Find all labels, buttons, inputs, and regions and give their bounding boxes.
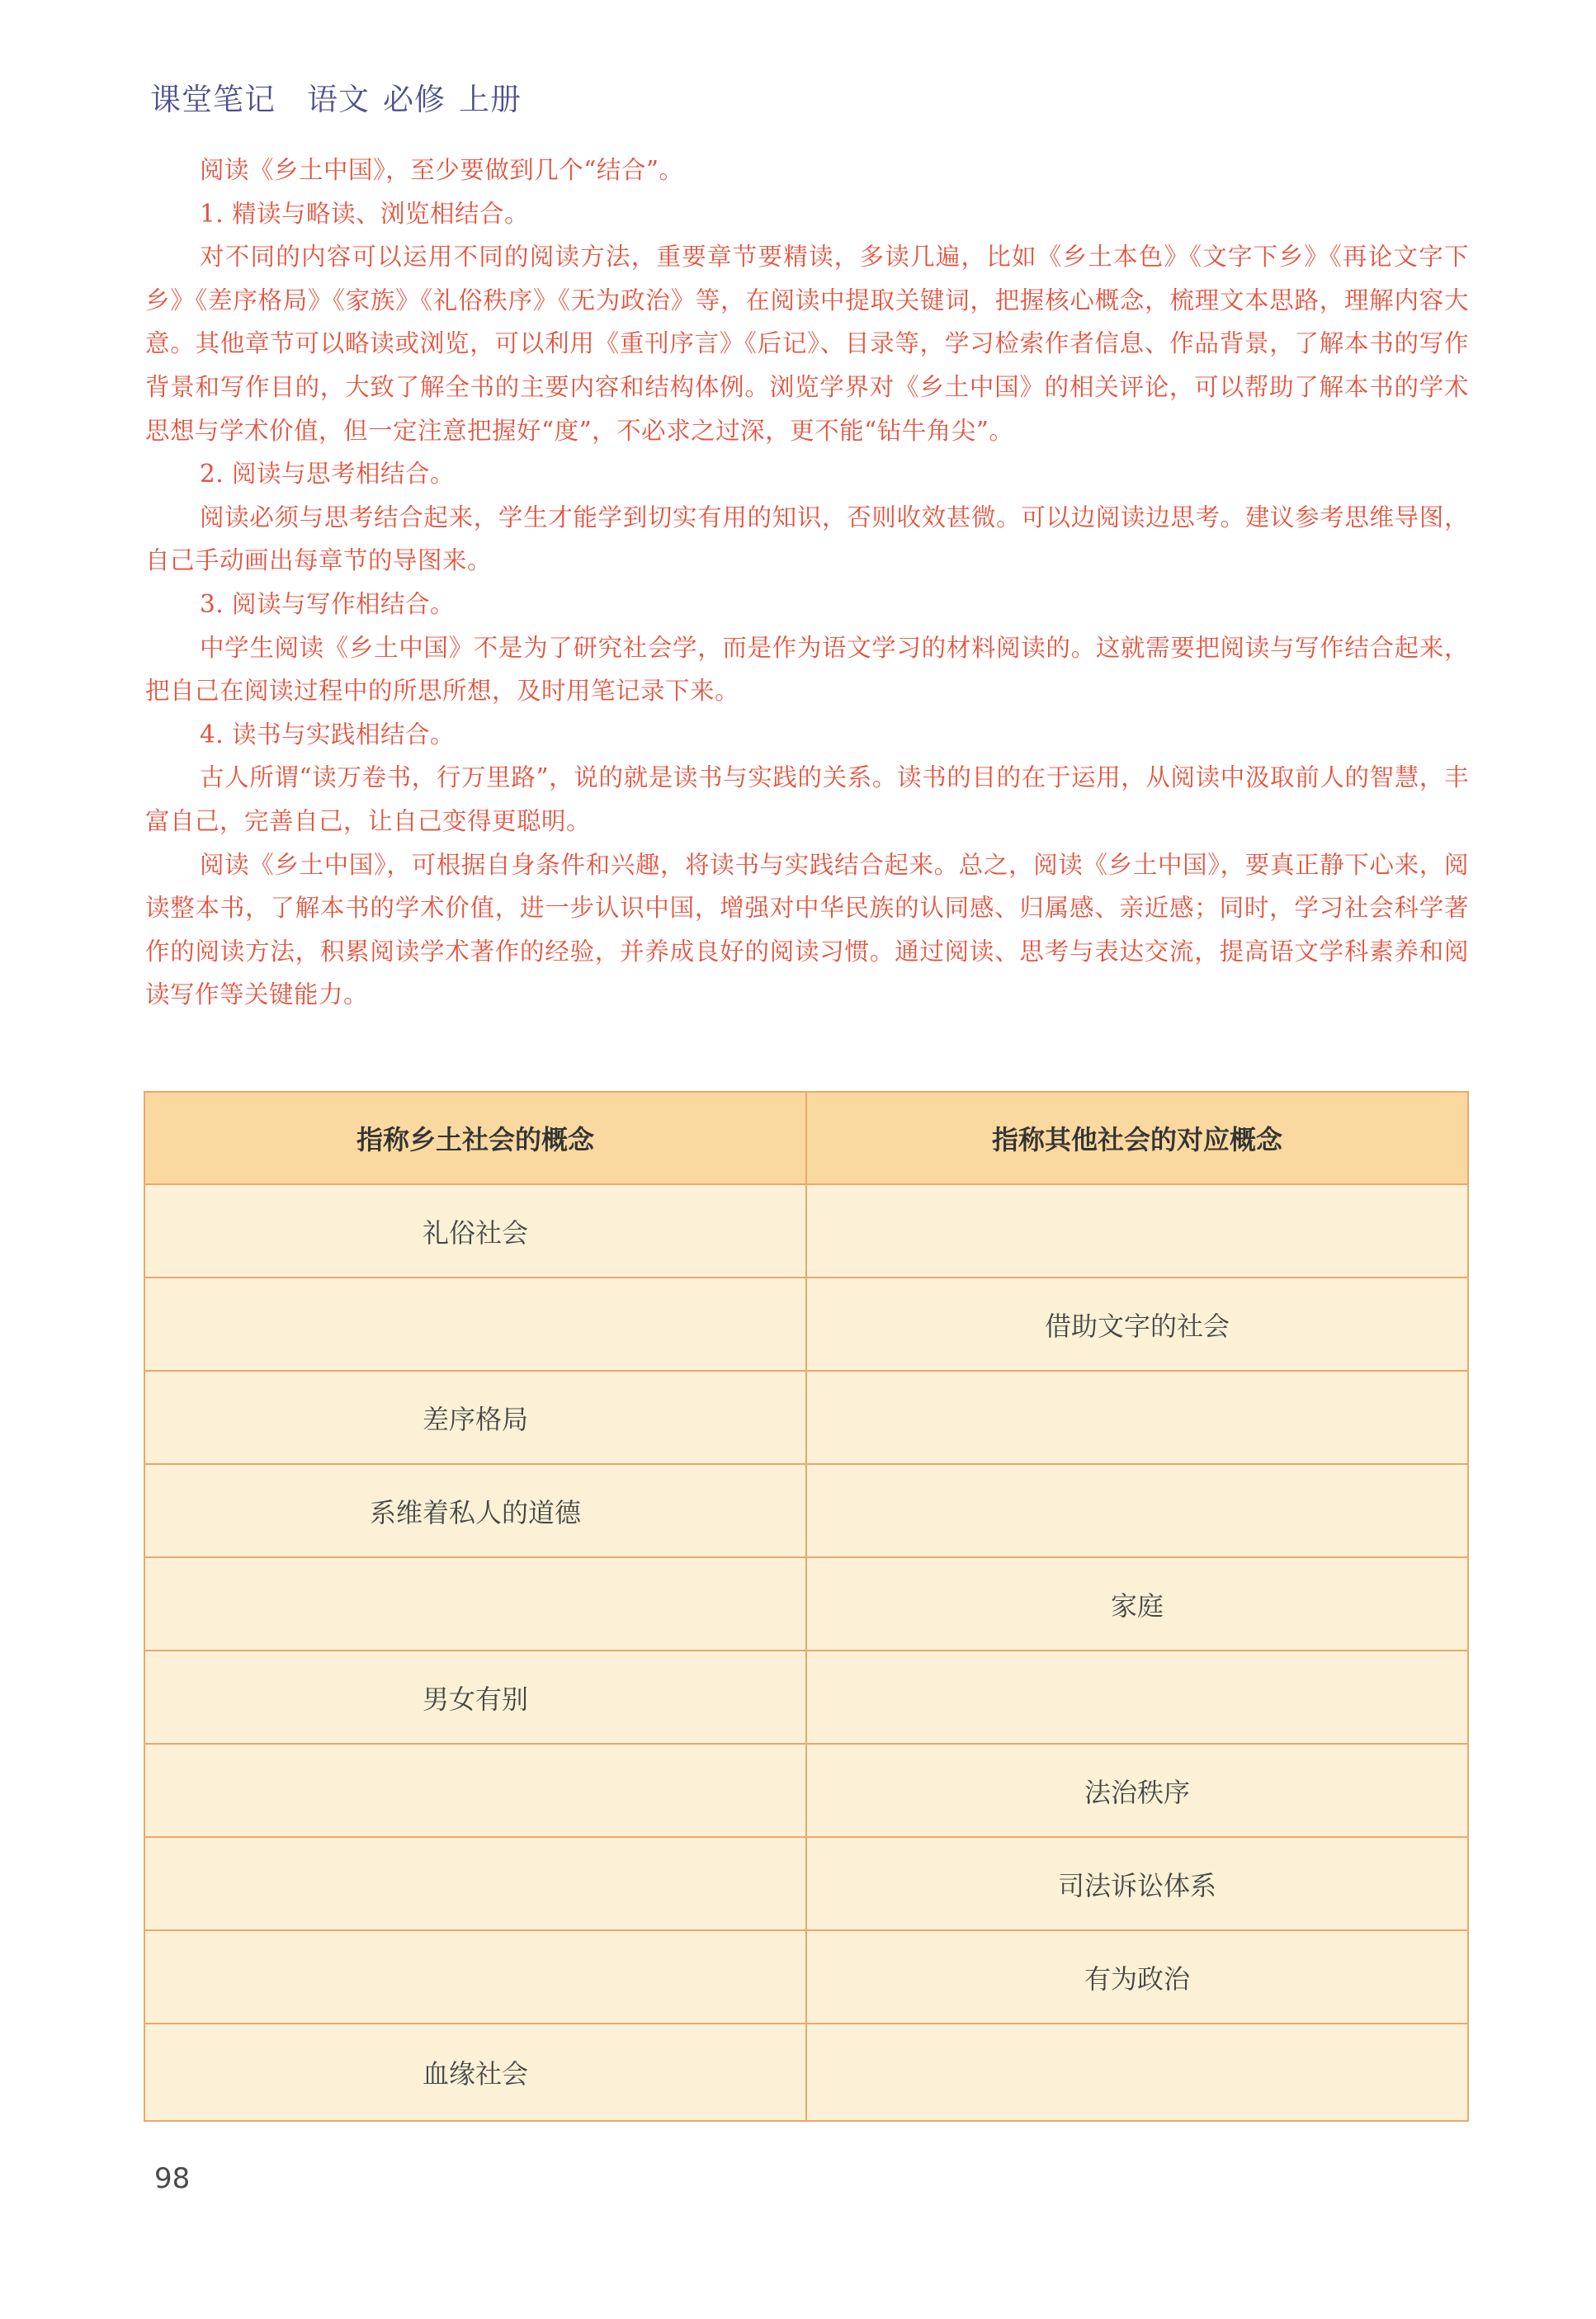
table-cell-other	[806, 2024, 1468, 2121]
point-4-heading: 4. 读书与实践相结合。	[200, 720, 456, 749]
table-row	[144, 1464, 1468, 1557]
point-3-heading: 3. 阅读与写作相结合。	[200, 589, 456, 618]
point-1-paragraph: 对不同的内容可以运用不同的阅读方法，重要章节要精读，多读几遍，比如《乡土本色》《文字下乡》《再论文字下乡》《差序格局》《家族》《礼俗秩序》《无为政治》等，在阅读中提取关键词，把握核心概念，梳理文本思路，理解内容大意。其他章节可以略读或浏览，可以利用《重刊序言》《后记》、目录等，学习检索作者信息、作品背景，了解本书的写作背景和写作目的，大致了解全书的主要内容和结构体例。浏览学界对《乡土中国》的相关评论，可以帮助了解本书的学术思想与学术价值，但一定注意把握好“度”，不必求之过深，更不能“钻牛角尖”。	[145, 243, 1469, 445]
table-cell-rural: 礼俗社会	[144, 1184, 806, 1278]
table-cell-rural: 差序格局	[144, 1371, 806, 1464]
table-cell-other: 司法诉讼体系	[806, 1837, 1468, 1930]
table-row	[144, 1371, 1468, 1464]
page-number: 98	[154, 2162, 191, 2195]
table-cell-other: 法治秩序	[806, 1744, 1468, 1837]
point-2-paragraph: 阅读必须与思考结合起来，学生才能学到切实有用的知识，否则收效甚微。可以边阅读边思考。建议参考思维导图，自己手动画出每章节的导图来。	[145, 503, 1469, 575]
table-cell-other	[806, 1371, 1468, 1464]
table-cell-rural	[144, 1744, 806, 1837]
table-cell-other: 借助文字的社会	[806, 1278, 1468, 1371]
table-cell-other: 家庭	[806, 1557, 1468, 1651]
table-row	[144, 1651, 1468, 1744]
table-row	[144, 1184, 1468, 1278]
table-row	[144, 1278, 1468, 1371]
table-cell-rural	[144, 1278, 806, 1371]
header-subject: 语文	[307, 82, 370, 117]
point-4-paragraph: 古人所谓“读万卷书，行万里路”，说的就是读书与实践的关系。读书的目的在于运用，从阅读中汲取前人的智慧，丰富自己，完善自己，让自己变得更聪明。	[145, 763, 1469, 835]
table-header-row	[144, 1092, 1468, 1184]
table-row	[144, 1744, 1468, 1837]
table-cell-other	[806, 1651, 1468, 1744]
concept-comparison-table	[144, 1091, 1469, 2122]
table-cell-rural: 系维着私人的道德	[144, 1464, 806, 1557]
table-row	[144, 1557, 1468, 1651]
table-cell-other: 有为政治	[806, 1930, 1468, 2024]
table-cell-rural	[144, 1930, 806, 2024]
table-cell-rural: 男女有别	[144, 1651, 806, 1744]
table-row	[144, 2024, 1468, 2121]
point-2-heading: 2. 阅读与思考相结合。	[200, 460, 456, 489]
column-header-rural-concepts: 指称乡土社会的概念	[144, 1092, 806, 1184]
table-row	[144, 1837, 1468, 1930]
header-volume: 必修	[383, 82, 446, 117]
header-book-title: 课堂笔记	[150, 82, 276, 117]
reading-guidance-text	[145, 149, 1469, 1017]
running-header	[150, 74, 553, 120]
column-header-other-concepts: 指称其他社会的对应概念	[806, 1092, 1468, 1184]
header-part: 上册	[459, 82, 522, 117]
table-cell-rural	[144, 1557, 806, 1651]
point-1-heading: 1. 精读与略读、浏览相结合。	[200, 199, 530, 228]
point-3-paragraph: 中学生阅读《乡土中国》不是为了研究社会学，而是作为语文学习的材料阅读的。这就需要把阅读与写作结合起来，把自己在阅读过程中的所思所想，及时用笔记录下来。	[145, 633, 1469, 706]
table-cell-rural	[144, 1837, 806, 1930]
table-cell-rural: 血缘社会	[144, 2024, 806, 2121]
table-row	[144, 1930, 1468, 2024]
intro-paragraph: 阅读《乡土中国》，至少要做到几个“结合”。	[200, 156, 684, 184]
table-cell-other	[806, 1464, 1468, 1557]
table-cell-other	[806, 1184, 1468, 1278]
summary-paragraph: 阅读《乡土中国》，可根据自身条件和兴趣，将读书与实践结合起来。总之，阅读《乡土中国》，要真正静下心来，阅读整本书，了解本书的学术价值，进一步认识中国，增强对中华民族的认同感、归属感、亲近感；同时，学习社会科学著作的阅读方法，积累阅读学术著作的经验，并养成良好的阅读习惯。通过阅读、思考与表达交流，提高语文学科素养和阅读写作等关键能力。	[145, 850, 1469, 1009]
